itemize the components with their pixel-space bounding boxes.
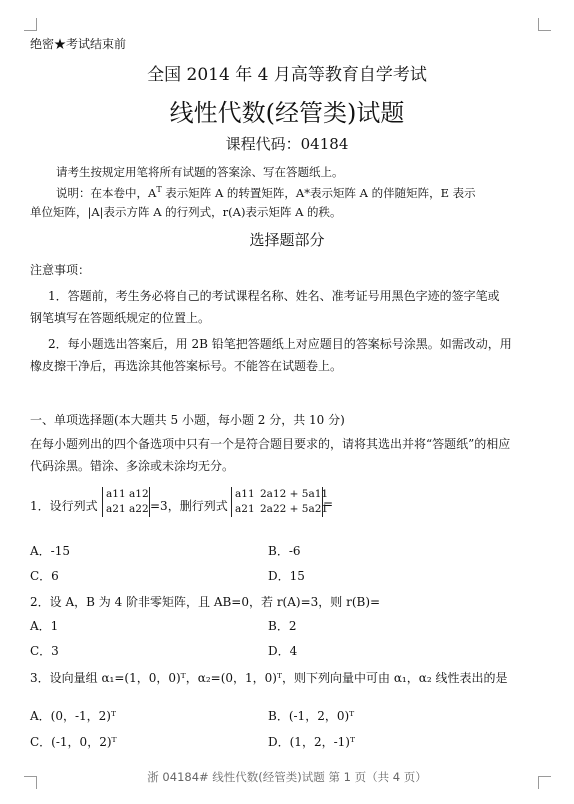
det2-cell-22: 2a22 + 5a21	[260, 503, 329, 515]
q1-suffix: =	[323, 497, 334, 511]
q1-option-c: C．6	[30, 569, 59, 583]
q1-determinant-2	[231, 487, 329, 517]
det1-cell-a11: a11	[106, 488, 126, 500]
q1-option-d: D．15	[268, 569, 305, 583]
notes-heading: 注意事项：	[30, 263, 91, 277]
exam-title: 全国 2014 年 4 月高等教育自学考试	[147, 65, 427, 85]
note-2-line-1: 2．每小题选出答案后，用 2B 铅笔把答题纸上对应题目的答案标号涂黑。如需改动，用	[48, 337, 512, 351]
q2-option-d: D．4	[268, 644, 298, 658]
part1-heading: 一、单项选择题(本大题共 5 小题，每小题 2 分，共 10 分)	[30, 413, 345, 427]
q3-option-a: A．(0，-1，2)ᵀ	[30, 709, 117, 723]
crop-mark-top-left	[24, 18, 37, 31]
note-1-line-1: 1．答题前，考生务必将自己的考试课程名称、姓名、准考证号用黑色字迹的签字笔或	[48, 289, 500, 303]
q3-option-c: C．(-1，0，2)ᵀ	[30, 735, 117, 749]
q1-option-a: A．-15	[30, 544, 70, 558]
confidential-label: 绝密★考试结束前	[30, 37, 127, 51]
q3-text: 3．设向量组 α₁=(1，0，0)ᵀ，α₂=(0，1，0)ᵀ，则下列向量中可由 α₁，α₂ 线性表出的是	[30, 671, 508, 685]
part1-desc-line-2: 代码涂黑。错涂、多涂或未涂均无分。	[30, 459, 235, 473]
det2-cell-11: a11	[235, 488, 255, 500]
instruction-line-1: 请考生按规定用笔将所有试题的答案涂、写在答题纸上。	[56, 165, 344, 179]
part1-desc-line-1: 在每小题列出的四个备选项中只有一个是符合题目要求的，请将其选出并将“答题纸”的相应	[30, 437, 511, 451]
det1-cell-a21: a21	[106, 503, 126, 515]
q1-determinant-1	[102, 487, 150, 517]
q2-option-b: B．2	[268, 619, 297, 633]
course-code: 课程代码：04184	[225, 135, 349, 153]
q3-option-b: B．(-1，2，0)ᵀ	[268, 709, 355, 723]
q3-option-d: D．(1，2，-1)ᵀ	[268, 735, 355, 749]
det2-cell-12: 2a12 + 5a11	[260, 488, 329, 500]
crop-mark-top-right	[538, 18, 551, 31]
det1-cell-a12: a12	[129, 488, 149, 500]
q1-option-b: B．-6	[268, 544, 301, 558]
instruction-line-2: 说明：在本卷中，$A^T$ 表示矩阵 A 的转置矩阵，A*表示矩阵 A 的伴随矩阵，E 表示	[56, 185, 476, 200]
section-heading: 选择题部分	[249, 231, 325, 249]
instruction-line-3: 单位矩阵，|A|表示方阵 A 的行列式，r(A)表示矩阵 A 的秩。	[30, 205, 342, 219]
page-footer: 浙 04184# 线性代数(经管类)试题 第 1 页（共 4 页）	[147, 770, 427, 784]
q1-prefix: 1．设行列式	[30, 499, 98, 513]
q2-option-c: C．3	[30, 644, 59, 658]
q1-mid: =3，删行列式	[150, 499, 228, 513]
q2-text: 2．设 A，B 为 4 阶非零矩阵，且 AB=0，若 r(A)=3，则 r(B)=	[30, 595, 381, 609]
note-1-line-2: 钢笔填写在答题纸规定的位置上。	[30, 311, 211, 325]
paper-title: 线性代数(经管类)试题	[169, 99, 405, 127]
q2-option-a: A．1	[30, 619, 59, 633]
det2-cell-21: a21	[235, 503, 255, 515]
note-2-line-2: 橡皮擦干净后，再选涂其他答案标号。不能答在试题卷上。	[30, 359, 343, 373]
det1-cell-a22: a22	[129, 503, 149, 515]
